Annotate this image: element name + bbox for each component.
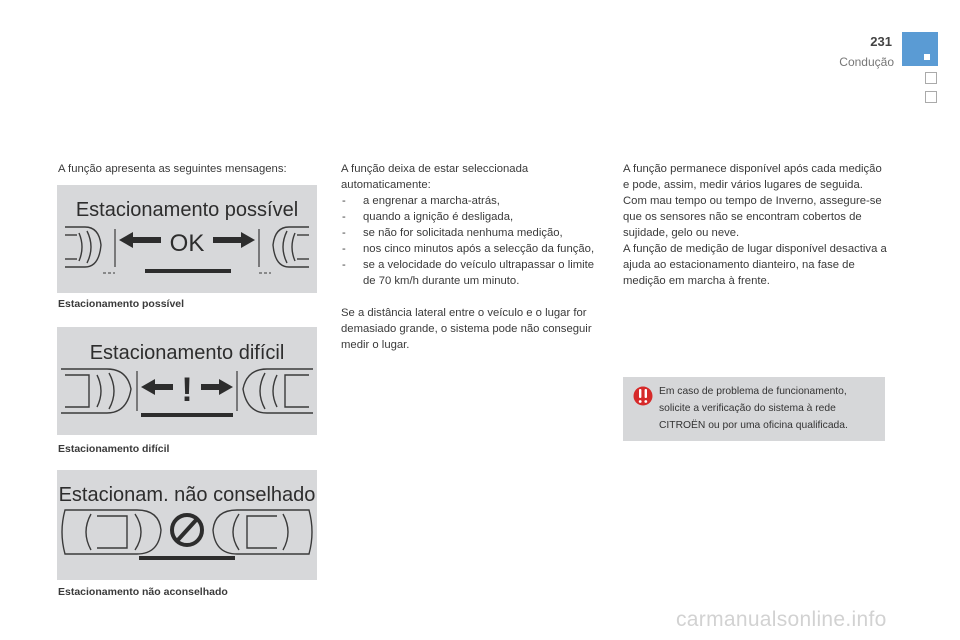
- chapter-tab[interactable]: [925, 72, 937, 84]
- list-item: - a engrenar a marcha-atrás,: [341, 193, 596, 209]
- warning-symbol: !: [181, 371, 193, 409]
- warning-icon: [633, 385, 653, 412]
- car-right-icon: [213, 510, 312, 554]
- panel-display-text: Estacionamento possível: [75, 199, 299, 221]
- col2-intro: A função deixa de estar seleccionada automaticamente:: [341, 163, 529, 191]
- list-item: - se não for solicitada nenhuma medição,: [341, 225, 596, 241]
- panel-display-text: Estacionam. não conselhado: [58, 484, 316, 506]
- col3-p3: A função de medição de lugar disponível desactiva a ajuda ao estacionamento dianteiro, na fase de medição em marcha à frente.: [623, 243, 887, 287]
- col3-text: [623, 161, 888, 289]
- list-item: - quando a ignição é desligada,: [341, 209, 596, 225]
- no-entry-icon: [172, 515, 202, 545]
- section-title: Condução: [839, 55, 894, 69]
- col3-p2: Com mau tempo ou tempo de Inverno, assegure-se que os sensores não se encontram cobertos de sujidade, gelo ou neve.: [623, 195, 882, 239]
- watermark: carmanualsonline.info: [676, 608, 887, 631]
- tab-marker-icon: [924, 54, 930, 60]
- display-panel-not-advised: [57, 470, 317, 580]
- caption-possible: Estacionamento possível: [58, 298, 185, 310]
- col3-p1: A função permanece disponível após cada medição e pode, assim, medir vários lugares de seguida.: [623, 163, 882, 191]
- chapter-tab-active[interactable]: [902, 32, 938, 66]
- caption-not-advised: Estacionamento não aconselhado: [58, 586, 228, 598]
- page-number: 231: [870, 34, 892, 49]
- car-left-icon: [62, 510, 161, 554]
- col2-text: [341, 161, 596, 353]
- panel-display-text: Estacionamento difícil: [89, 342, 285, 364]
- arrow-right-icon: [201, 379, 233, 395]
- deactivation-list: [341, 193, 596, 289]
- col1-intro: A função apresenta as seguintes mensagens:: [58, 163, 287, 175]
- display-panel-difficult: [57, 327, 317, 435]
- arrow-left-icon: [141, 379, 173, 395]
- car-right-icon: [243, 369, 313, 413]
- car-left-icon: [61, 369, 131, 413]
- col2-paragraph: Se a distância lateral entre o veículo e o lugar for demasiado grande, o sistema pode não conseguir medir o lugar.: [341, 307, 592, 351]
- car-right-icon: [273, 227, 309, 267]
- warning-notice: [623, 377, 885, 441]
- notice-text: Em caso de problema de funcionamento, solicite a verificação do sistema à rede CITROËN ou por uma oficina qualificada.: [659, 386, 848, 431]
- caption-difficult: Estacionamento difícil: [58, 443, 170, 455]
- chapter-tab[interactable]: [925, 91, 937, 103]
- arrow-right-icon: [213, 232, 255, 248]
- car-left-icon: [65, 227, 101, 267]
- list-item: - se a velocidade do veículo ultrapassar o limite de 70 km/h durante um minuto.: [341, 257, 596, 289]
- list-item: - nos cinco minutos após a selecção da função,: [341, 241, 596, 257]
- ok-symbol: OK: [169, 230, 205, 257]
- display-panel-possible: [57, 185, 317, 293]
- arrow-left-icon: [119, 232, 161, 248]
